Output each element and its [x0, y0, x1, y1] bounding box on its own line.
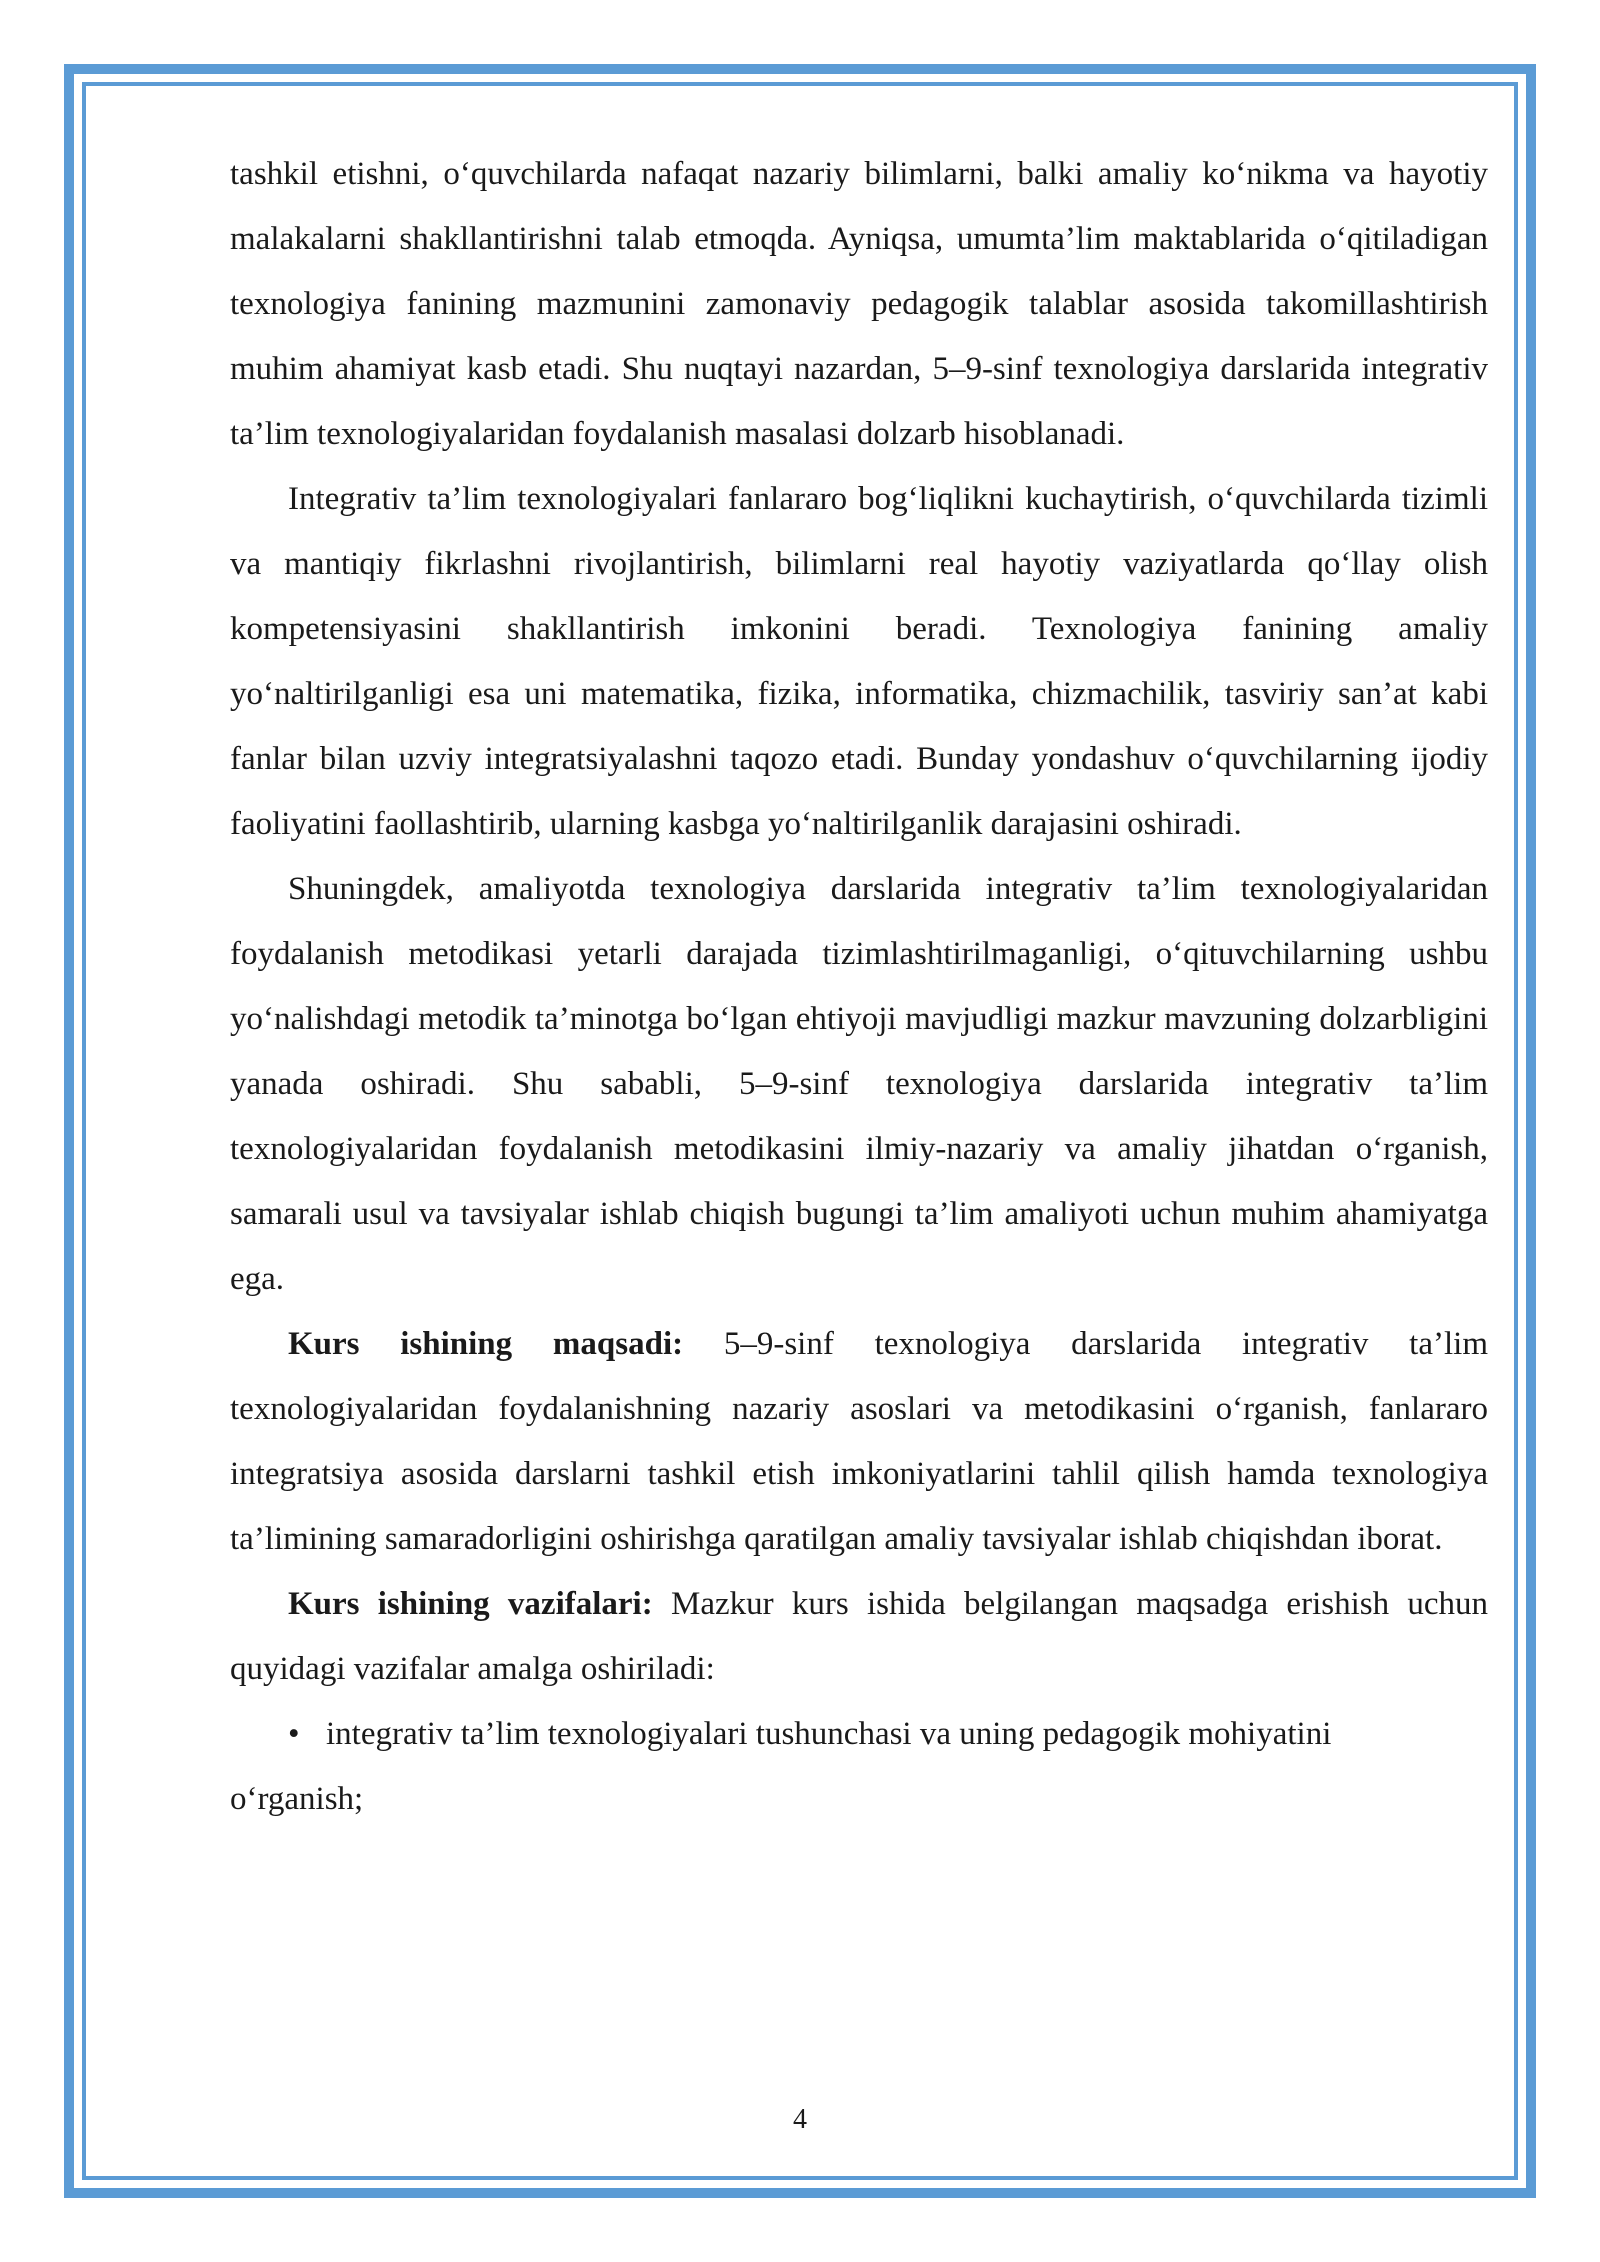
list-item-text: [230, 1702, 1488, 1832]
goal-text: 5–9-sinf texnologiya darslarida integrativ ta’lim texnologiyalaridan foydalanishning nazariy asoslari va metodikasini o‘rganish, fanlararo integratsiya asosida darslarni tashkil etish imkoniyatlarini tahlil qilish hamda texnologiya ta’limining samaradorligini oshirishga qaratilgan amaliy tavsiyalar ishlab chiqishdan iborat.: [230, 1326, 1488, 1557]
page-number: 4: [793, 2104, 807, 2135]
paragraph-goal: [230, 1312, 1488, 1572]
list-item: [230, 1702, 1488, 1832]
list-item-line-1: integrativ ta’lim texnologiyalari tushunchasi va uning pedagogik mohiyatini: [326, 1716, 1332, 1752]
paragraph-integrative-technologies: Integrativ ta’lim texnologiyalari fanlararo bog‘liqlikni kuchaytirish, o‘quvchilarda tizimli va mantiqiy fikrlashni rivojlantirish, bilimlarni real hayotiy vaziyatlarda qo‘llay olish kompetensiyasini shakllantirish imkonini beradi. Texnologiya fanining amaliy yo‘naltirilganligi esa uni matematika, fizika, informatika, chizmachilik, tasviriy san’at kabi fanlar bilan uzviy integratsiyalashni taqozo etadi. Bunday yondashuv o‘quvchilarning ijodiy faoliyatini faollashtirib, ularning kasbga yo‘naltirilganlik darajasini oshiradi.: [230, 481, 1488, 842]
document-body: [230, 142, 1488, 1832]
paragraph-tasks: [230, 1572, 1488, 1702]
paragraph-relevance: Shuningdek, amaliyotda texnologiya darslarida integrativ ta’lim texnologiyalaridan foydalanish metodikasi yetarli darajada tizimlashtirilmaganligi, o‘qituvchilarning ushbu yo‘nalishdagi metodik ta’minotga bo‘lgan ehtiyoji mavjudligi mazkur mavzuning dolzarbligini yanada oshiradi. Shu sababli, 5–9-sinf texnologiya darslarida integrativ ta’lim texnologiyalaridan foydalanish metodikasini ilmiy-nazariy va amaliy jihatdan o‘rganish, samarali usul va tavsiyalar ishlab chiqish bugungi ta’lim amaliyoti uchun muhim ahamiyatga ega.: [230, 871, 1488, 1297]
list-item-line-2: o‘rganish;: [230, 1781, 364, 1817]
bullet-marker: •: [288, 1716, 300, 1752]
tasks-text: Mazkur kurs ishida belgilangan maqsadga erishish uchun quyidagi vazifalar amalga oshiriladi:: [230, 1586, 1488, 1687]
tasks-label: Kurs ishining vazifalari:: [288, 1586, 653, 1622]
goal-label: Kurs ishining maqsadi:: [288, 1326, 684, 1362]
paragraph-intro-continued: tashkil etishni, o‘quvchilarda nafaqat nazariy bilimlarni, balki amaliy ko‘nikma va hayotiy malakalarni shakllantirishni talab etmoqda. Ayniqsa, umumta’lim maktablarida o‘qitiladigan texnologiya fanining mazmunini zamonaviy pedagogik talablar asosida takomillashtirish muhim ahamiyat kasb etadi. Shu nuqtayi nazardan, 5–9-sinf texnologiya darslarida integrativ ta’lim texnologiyalaridan foydalanish masalasi dolzarb hisoblanadi.: [230, 156, 1488, 452]
